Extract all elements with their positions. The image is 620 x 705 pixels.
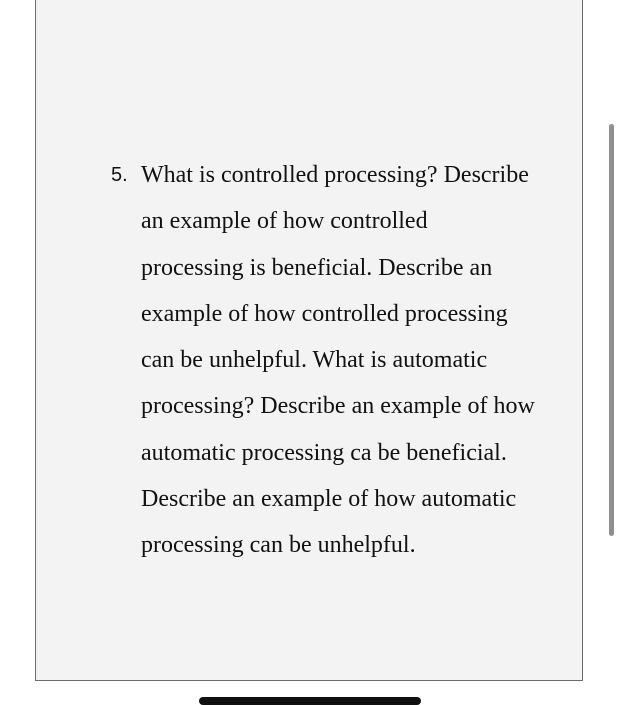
question-item: [111, 152, 581, 569]
question-text-line: Describe an example of how automatic: [141, 486, 517, 513]
question-text-line: processing can be unhelpful.: [141, 532, 416, 559]
question-text-line: can be unhelpful. What is automatic: [141, 347, 488, 374]
vertical-scrollbar-thumb[interactable]: [609, 124, 614, 536]
question-text-line: processing is beneficial. Describe an: [141, 254, 493, 281]
question-text-line: automatic processing ca be beneficial.: [141, 439, 507, 466]
question-text-line: example of how controlled processing: [141, 300, 508, 327]
question-text-line: What is controlled processing? Describe: [141, 162, 529, 188]
question-number: 5.: [111, 164, 128, 186]
home-indicator[interactable]: [199, 697, 421, 705]
question-text-line: an example of how controlled: [141, 208, 428, 235]
question-text-line: processing? Describe an example of how: [141, 393, 535, 420]
question-text: [141, 152, 581, 569]
